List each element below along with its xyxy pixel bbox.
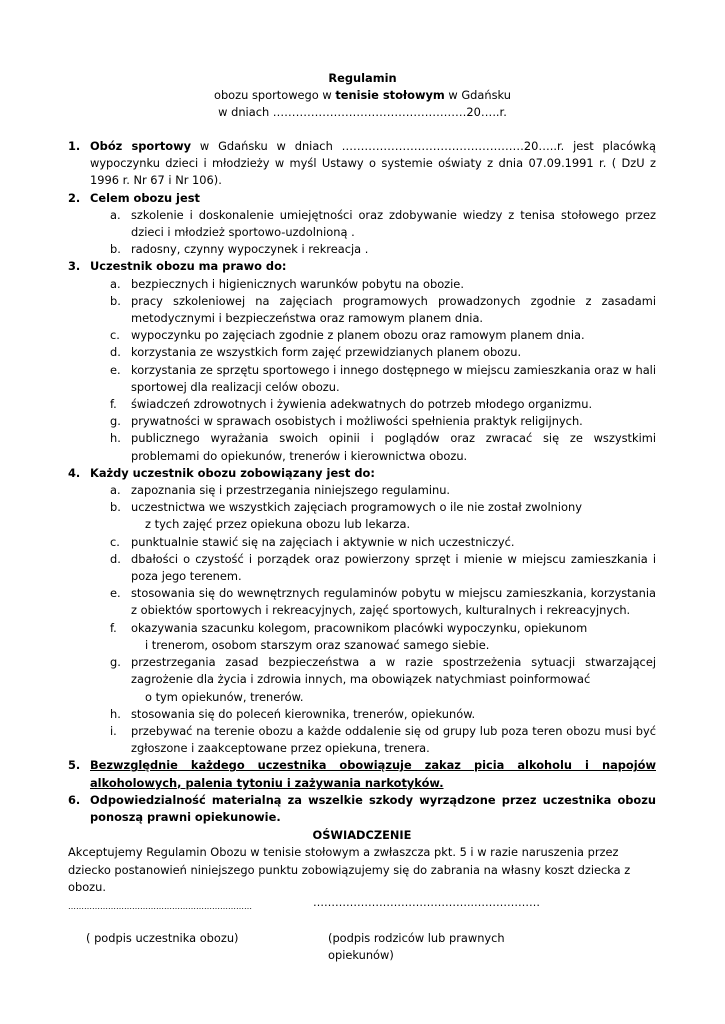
item-heading: Celem obozu jest [90,190,200,205]
declaration-title: OŚWIADCZENIE [312,828,412,843]
sub-letter: b. [110,242,121,257]
sub-text-line: uczestnictwa we wszystkich zajęciach programowych o ile nie został zwolniony [131,500,582,515]
sub-text: stosowania się do wewnętrznych regulaminów pobytu w miejscu zamieszkania, korzystania z obiektów sportowych i rekreacyjnych, zajęć sportowych, kulturalnych i rekreacyjnych. [131,586,656,618]
sub-letter: b. [110,293,121,308]
sub-text: prywatności w sprawach osobistych i możliwości spełnienia praktyk religijnych. [131,414,583,429]
regulation-item-4 [68,465,656,482]
document-dates: w dniach ……………………………………………20…..r. [218,105,507,120]
sub-letter: f. [110,397,117,412]
item-number: 6. [68,792,81,807]
sub-letter: g. [110,655,121,670]
document-title: Regulamin [328,71,397,85]
sub-letter: d. [110,345,121,360]
sub-letter: f. [110,620,117,635]
sub-text: zapoznania się i przestrzegania niniejszego regulaminu. [131,483,451,498]
item-heading: Bezwzględnie każdego uczestnika obowiązuje zakaz picia alkoholu i napojów alkoholowych, palenia tytoniu i zażywania narkotyków. [90,758,656,790]
sub-letter: c. [110,534,120,549]
participant-signature-label: ( podpis uczestnika obozu) [86,931,239,945]
declaration-text: Akceptujemy Regulamin Obozu w tenisie stołowym a zwłaszcza pkt. 5 i w razie naruszenia przez dziecko postanowień niniejszego punktu zobowiązujemy się do zabrania na własny koszt dziecka z obozu. [68,845,631,894]
sub-text-continuation: z tych zajęć przez opiekuna obozu lub lekarza. [145,517,411,532]
regulation-item-1 [68,138,656,190]
item-number: 4. [68,465,81,480]
list-item [110,413,656,430]
parent-signature-label: (podpis rodziców lub prawnych opiekunów) [328,931,505,963]
sub-text: radosny, czynny wypoczynek i rekreacja . [131,242,369,257]
parent-signature-line: ……………………………………..……………… [313,896,540,909]
regulation-item-3 [68,258,656,275]
sub-text [131,499,656,533]
item-number: 3. [68,259,81,274]
sub-text [131,620,656,654]
sub-letter: h. [110,431,121,446]
sub-text-line: okazywania szacunku kolegom, pracownikom placówki wypoczynku, opiekunom [131,620,588,635]
sub-text-line: przestrzegania zasad bezpieczeństwa a w razie spostrzeżenia sytuacji stwarzającej zagrożenie dla życia i zdrowia innych, ma obowiązek natychmiast poinformować [131,655,656,687]
sub-letter: h. [110,706,121,721]
sub-letter: g. [110,414,121,429]
sub-list [68,482,656,757]
sub-letter: d. [110,551,121,566]
sub-letter: e. [110,586,121,601]
item-text [90,138,656,190]
list-item [110,344,656,361]
sub-text: przebywać na terenie obozu a każde oddalenie się od grupy lub poza teren obozu musi być zgłoszone i zaakceptowane przez opiekuna, trenera. [131,723,656,756]
regulation-item-2 [68,190,656,207]
sub-text: stosowania się do poleceń kierownika, trenerów, opiekunów. [131,706,476,721]
participant-signature-line: …………………………………………………………… [68,902,252,911]
list-item [110,706,656,723]
item-number: 1. [68,139,81,153]
list-item [110,620,656,654]
item-body: w Gdańsku w dniach …………………………………………20…..r. jest placówką wypoczynku dzieci i młodzieży w myśl Ustawy o systemie oświaty z dnia 07.09.1991 r. ( DzU z 1996 r. Nr 67 i Nr 106). [90,139,656,188]
sub-letter: c. [110,328,120,343]
regulation-item-5 [68,757,656,791]
sub-list [68,207,656,259]
list-item [110,482,656,499]
regulations-list [68,138,656,896]
sub-letter: a. [110,483,121,498]
sub-text: publicznego wyrażania swoich opinii i poglądów oraz zwracać się ze wszystkimi problemami do opiekunów, trenerów i kierownictwa obozu. [131,431,656,463]
item-heading: Obóz sportowy [90,139,192,153]
sub-text-continuation: o tym opiekunów, trenerów. [145,689,304,704]
subtitle-bold: tenisie stołowym [335,88,445,103]
sub-text: świadczeń zdrowotnych i żywienia adekwatnych do potrzeb młodego organizmu. [131,397,593,412]
document-subtitle [0,87,725,104]
list-item [110,362,656,396]
list-item [110,430,656,464]
list-item [110,499,656,533]
sub-text [131,654,656,706]
sub-letter: a. [110,276,121,291]
regulation-item-6 [68,792,656,826]
sub-text: bezpiecznych i higienicznych warunków pobytu na obozie. [131,276,464,291]
sub-text: pracy szkoleniowej na zajęciach programowych prowadzonych zgodnie z zasadami metodycznymi i bezpieczeństwa oraz ramowym planem dnia. [131,293,656,326]
sub-text: punktualnie stawić się na zajęciach i aktywnie w nich uczestniczyć. [131,534,515,549]
subtitle-pre: obozu sportowego w [213,88,336,103]
sub-letter: a. [110,207,121,222]
sub-text: wypoczynku po zajęciach zgodnie z planem obozu oraz ramowym planem dnia. [131,328,585,343]
item-number: 5. [68,758,81,773]
list-item [110,396,656,413]
item-heading: Uczestnik obozu ma prawo do: [90,259,287,274]
sub-text: szkolenie i doskonalenie umiejętności oraz zdobywanie wiedzy z tenisa stołowego przez dzieci i młodzież sportowo-uzdolnioną . [131,207,656,240]
list-item [110,241,656,258]
sub-text: dbałości o czystość i porządek oraz powierzony sprzęt i mienie w miejscu zamieszkania i poza jego terenem. [131,551,656,584]
list-item [110,585,656,619]
item-number: 2. [68,190,81,205]
signature-area [68,896,568,963]
list-item [110,327,656,344]
sub-letter: b. [110,500,121,515]
item-heading: Każdy uczestnik obozu zobowiązany jest do: [90,465,375,480]
list-item [110,551,656,585]
list-item [110,654,656,706]
list-item [110,293,656,327]
list-item [110,207,656,241]
subtitle-post: w Gdańsku [444,88,512,103]
sub-text: korzystania ze wszystkich form zajęć przewidzianych planem obozu. [131,345,522,360]
item-heading: Odpowiedzialność materialną za wszelkie szkody wyrządzone przez uczestnika obozu ponoszą prawni opiekunowie. [90,792,656,824]
list-item [110,534,656,551]
sub-letter: i. [110,723,117,738]
sub-text: korzystania ze sprzętu sportowego i innego dostępnego w miejscu zamieszkania oraz w hali sportowej dla realizacji celów obozu. [131,362,656,394]
document-header [0,70,725,122]
sub-letter: e. [110,362,121,377]
list-item [110,276,656,293]
list-item [110,723,656,757]
sub-list [68,276,656,465]
sub-text-continuation: i trenerom, osobom starszym oraz szanować samego siebie. [145,637,490,652]
